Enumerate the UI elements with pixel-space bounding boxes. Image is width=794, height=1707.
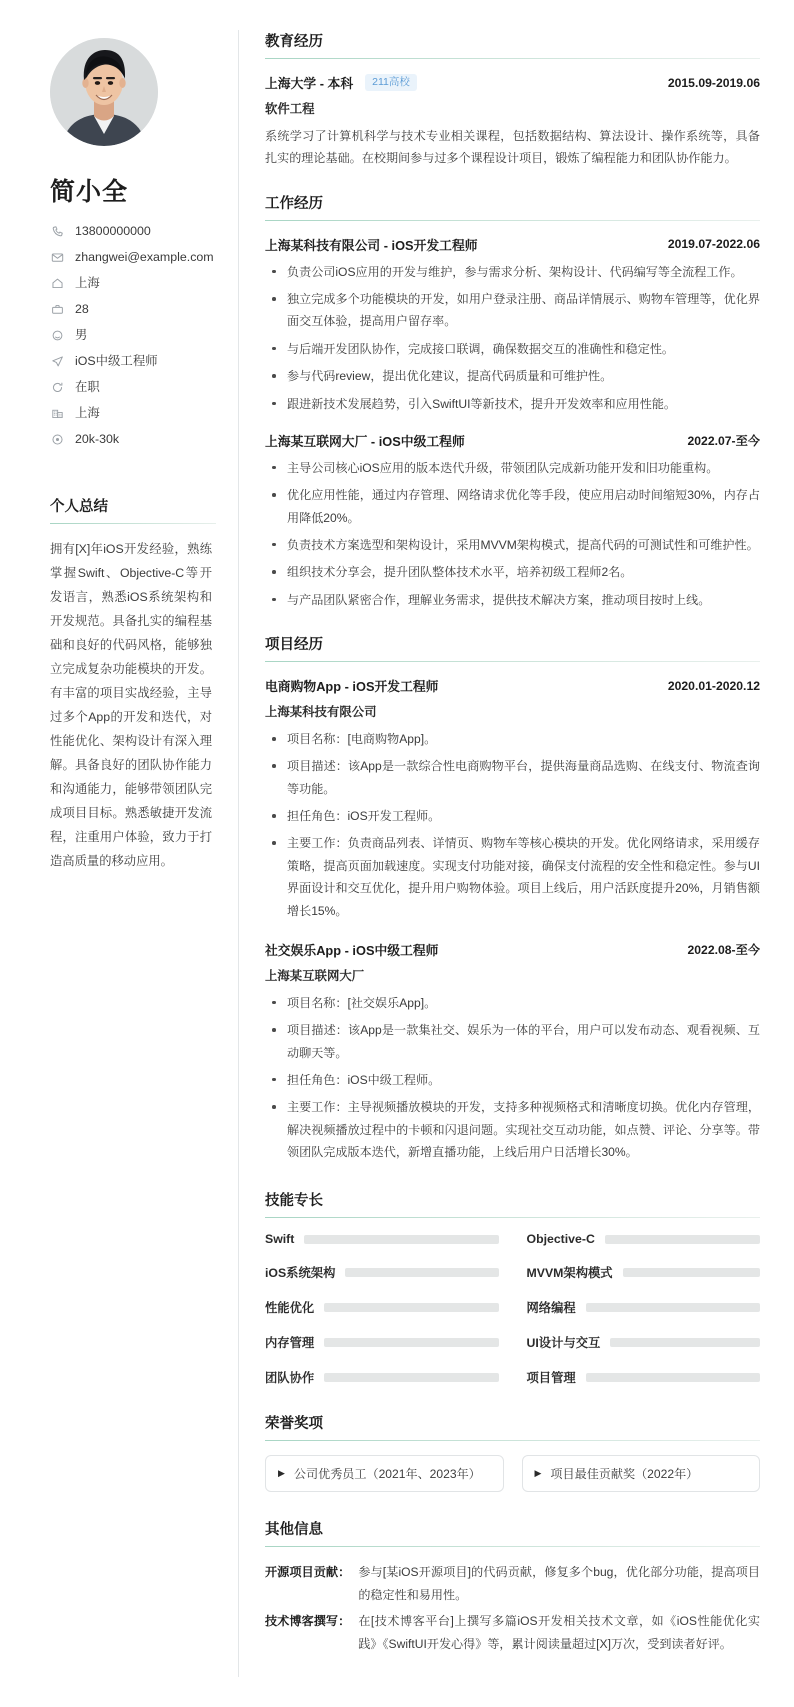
skill-label: MVVM架构模式 (526, 1266, 613, 1281)
education-section-title: 教育经历 (265, 34, 323, 50)
main-column (239, 0, 794, 1707)
list-item: 主导公司核心iOS应用的版本迭代升级，带领团队完成新功能开发和旧功能重构。 (265, 457, 760, 479)
list-item: 组织技术分享会，提升团队整体技术水平，培养初级工程师2名。 (265, 561, 760, 583)
skill-label: Objective-C (526, 1232, 595, 1247)
major-name: 软件工程 (265, 102, 315, 116)
contact-email (50, 250, 216, 265)
contact-gender (50, 328, 216, 343)
section-divider (265, 220, 760, 221)
skills-section-title: 技能专长 (265, 1193, 323, 1210)
list-item: 独立完成多个功能模块的开发，如用户登录注册、商品详情展示、购物车管理等，优化界面交互体验，提高用户留存率。 (265, 288, 760, 333)
skill-label: 网络编程 (526, 1301, 576, 1316)
other-info-section (265, 1518, 760, 1654)
contact-value: 13800000000 (75, 224, 151, 239)
skill-item (527, 1298, 761, 1316)
skill-progress-track (623, 1268, 760, 1277)
entry-header (265, 235, 760, 254)
skill-label: 团队协作 (265, 1371, 315, 1386)
summary-section-title: 个人总结 (50, 499, 108, 515)
awards-section-title: 荣誉奖项 (265, 1416, 323, 1433)
list-item: 负责技术方案选型和架构设计，采用MVVM架构模式，提高代码的可测试性和可维护性。 (265, 534, 760, 556)
award-label: 公司优秀员工（2021年、2023年） (293, 1467, 481, 1482)
projects-section (265, 633, 760, 1163)
email-icon (50, 250, 65, 265)
sidebar (0, 0, 238, 1707)
skill-progress-track (324, 1338, 498, 1347)
skill-item (265, 1263, 499, 1281)
skill-label: UI设计与交互 (526, 1336, 601, 1351)
skill-label: iOS系统架构 (265, 1266, 336, 1281)
other-info-row (265, 1561, 760, 1606)
skill-progress-track (586, 1303, 760, 1312)
page-title: 简小全 (50, 178, 129, 206)
list-item: 项目描述：该App是一款综合性电商购物平台，提供海量商品选购、在线支付、物流查询等功能。 (265, 755, 760, 800)
list-item: 担任角色：iOS中级工程师。 (265, 1069, 760, 1091)
skill-progress-track (586, 1373, 760, 1382)
contact-value: 在职 (75, 380, 100, 395)
project-bullet-list (265, 728, 760, 922)
entry-header (265, 940, 760, 959)
list-item: 项目描述：该App是一款集社交、娱乐为一体的平台，用户可以发布动态、观看视频、互动聊天等。 (265, 1019, 760, 1064)
list-item: 项目名称：[电商购物App]。 (265, 728, 760, 750)
contact-phone (50, 224, 216, 239)
work-entry (265, 235, 760, 415)
skill-progress-track (324, 1373, 498, 1382)
list-item: 主要工作：负责商品列表、详情页、购物车等核心模块的开发。优化网络请求，采用缓存策略，提高页面加载速度。实现支付功能对接，确保支付流程的安全性和稳定性。参与UI界面设计和交互优化，提升用户购物体验。项目上线后，用户活跃度提升20%，月销售额增长15%。 (265, 832, 760, 921)
awards-section (265, 1412, 760, 1492)
list-item: 主要工作：主导视频播放模块的开发，支持多种视频格式和清晰度切换。优化内存管理，解决视频播放过程中的卡顿和闪退问题。实现社交互动功能，如点赞、评论、分享等。带领团队完成版本迭代，新增直播功能，上线后用户日活增长30%。 (265, 1096, 760, 1163)
list-item: 与后端开发团队协作，完成接口联调，确保数据交互的准确性和稳定性。 (265, 338, 760, 360)
contact-hometown (50, 276, 216, 291)
skills-section (265, 1189, 760, 1386)
skill-item (527, 1333, 761, 1351)
portrait-photo-icon (50, 38, 158, 146)
education-entry (265, 73, 760, 170)
contact-value: 男 (75, 328, 88, 343)
project-company: 上海某科技有限公司 (265, 705, 377, 720)
list-item: 负责公司iOS应用的开发与维护，参与需求分析、架构设计、代码编写等全流程工作。 (265, 261, 760, 283)
other-info-label: 技术博客撰写： (265, 1614, 351, 1629)
contact-city (50, 406, 216, 421)
summary-text: 拥有[X]年iOS开发经验，熟练掌握Swift、Objective-C等开发语言，熟悉iOS系统架构和开发规范。具备扎实的编程基础和良好的代码风格，能够独立完成复杂功能模块的开发。有丰富的项目实战经验，主导过多个App的开发和迭代，对性能优化、架构设计有深入理解。具备良好的团队协作能力和沟通能力，能够带领团队完成项目目标。熟悉敏捷开发流程，注重用户体验，致力于打造高质量的移动应用。 (50, 542, 212, 868)
entry-header (265, 73, 760, 92)
skill-progress-track (324, 1303, 498, 1312)
education-section (265, 30, 760, 170)
other-info-label: 开源项目贡献： (265, 1565, 351, 1580)
skill-label: Swift (265, 1232, 295, 1247)
skill-item (265, 1298, 499, 1316)
project-date: 2020.01-2020.12 (667, 678, 760, 693)
project-date: 2022.08-至今 (687, 942, 760, 957)
project-entry (265, 676, 760, 922)
paper-plane-icon (50, 354, 65, 369)
education-description: 系统学习了计算机科学与技术专业相关课程，包括数据结构、算法设计、操作系统等，具备扎实的理论基础。在校期间参与过多个课程设计项目，锻炼了编程能力和团队协作能力。 (265, 129, 760, 166)
education-date: 2015.09-2019.06 (667, 75, 760, 90)
section-divider (265, 661, 760, 662)
list-item: 参与代码review，提出优化建议，提高代码质量和可维护性。 (265, 365, 760, 387)
skill-item (527, 1232, 761, 1246)
skill-item (265, 1333, 499, 1351)
work-bullet-list (265, 457, 760, 611)
work-section (265, 192, 760, 611)
section-divider (265, 1546, 760, 1547)
project-title: 社交娱乐App - iOS中级工程师 (265, 942, 439, 958)
project-bullet-list (265, 992, 760, 1164)
work-title: 上海某科技有限公司 - iOS开发工程师 (265, 237, 478, 253)
salary-icon (50, 432, 65, 447)
contact-age (50, 302, 216, 317)
skill-item (265, 1232, 499, 1246)
project-entry (265, 940, 760, 1164)
contact-salary (50, 432, 216, 447)
contact-list (50, 224, 216, 447)
awards-row (265, 1455, 760, 1492)
play-caret-icon: ▶ (278, 1468, 285, 1479)
contact-value: 28 (75, 302, 89, 317)
work-entry (265, 431, 760, 611)
section-divider (265, 1217, 760, 1218)
work-bullet-list (265, 261, 760, 415)
city-icon (50, 406, 65, 421)
list-item: 与产品团队紧密合作，理解业务需求，提供技术解决方案，推动项目按时上线。 (265, 589, 760, 611)
briefcase-icon (50, 302, 65, 317)
other-info-row (265, 1610, 760, 1655)
project-company: 上海某互联网大厂 (265, 968, 365, 983)
play-caret-icon: ▶ (534, 1468, 542, 1479)
section-divider (265, 1440, 760, 1441)
contact-position (50, 354, 216, 369)
school-name: 上海大学 - 本科 (265, 76, 354, 91)
contact-value: iOS中级工程师 (75, 354, 158, 369)
skill-label: 内存管理 (265, 1336, 315, 1351)
skill-item (527, 1368, 761, 1386)
skill-progress-track (610, 1338, 760, 1347)
status-icon (50, 380, 65, 395)
award-label: 项目最佳贡献奖（2022年） (550, 1467, 699, 1482)
list-item: 担任角色：iOS开发工程师。 (265, 805, 760, 827)
skill-progress-track (304, 1235, 498, 1244)
entry-header (265, 431, 760, 450)
other-info-value: 在[技术博客平台]上撰写多篇iOS开发相关技术文章，如《iOS性能优化实践》《SwiftUI开发心得》等，累计阅读量超过[X]万次，受到读者好评。 (358, 1614, 760, 1651)
skill-progress-track (345, 1268, 498, 1277)
list-item: 优化应用性能，通过内存管理、网络请求优化等手段，使应用启动时间缩短30%，内存占用降低20%。 (265, 484, 760, 529)
avatar (50, 38, 158, 146)
skill-label: 项目管理 (526, 1371, 576, 1386)
contact-value: 上海 (75, 406, 100, 421)
contact-value: 上海 (75, 276, 100, 291)
other-info-section-title: 其他信息 (265, 1522, 323, 1539)
work-date: 2022.07-至今 (687, 433, 760, 448)
skill-label: 性能优化 (265, 1301, 315, 1316)
summary-divider (50, 523, 216, 524)
section-divider (265, 58, 760, 59)
work-title: 上海某互联网大厂 - iOS中级工程师 (265, 433, 465, 449)
skills-grid (265, 1232, 760, 1386)
award-chip[interactable] (265, 1455, 504, 1492)
work-date: 2019.07-2022.06 (667, 237, 760, 252)
work-section-title: 工作经历 (265, 195, 323, 212)
contact-value: zhangwei@example.com (75, 250, 214, 265)
status-badge: 211高校 (365, 74, 417, 92)
contact-value: 20k-30k (75, 432, 120, 447)
phone-icon (50, 224, 65, 239)
contact-status (50, 380, 216, 395)
entry-title-group (265, 73, 417, 92)
list-item: 跟进新技术发展趋势，引入SwiftUI等新技术，提升开发效率和应用性能。 (265, 393, 760, 415)
award-chip[interactable] (522, 1455, 761, 1492)
entry-header (265, 676, 760, 695)
skill-item (265, 1368, 499, 1386)
skill-progress-track (605, 1235, 760, 1244)
other-info-value: 参与[某iOS开源项目]的代码贡献，修复多个bug，优化部分功能，提高项目的稳定性和易用性。 (358, 1565, 760, 1602)
skill-item (527, 1263, 761, 1281)
home-icon (50, 276, 65, 291)
list-item: 项目名称：[社交娱乐App]。 (265, 992, 760, 1014)
gender-icon (50, 328, 65, 343)
project-title: 电商购物App - iOS开发工程师 (265, 679, 439, 695)
projects-section-title: 项目经历 (265, 637, 323, 654)
